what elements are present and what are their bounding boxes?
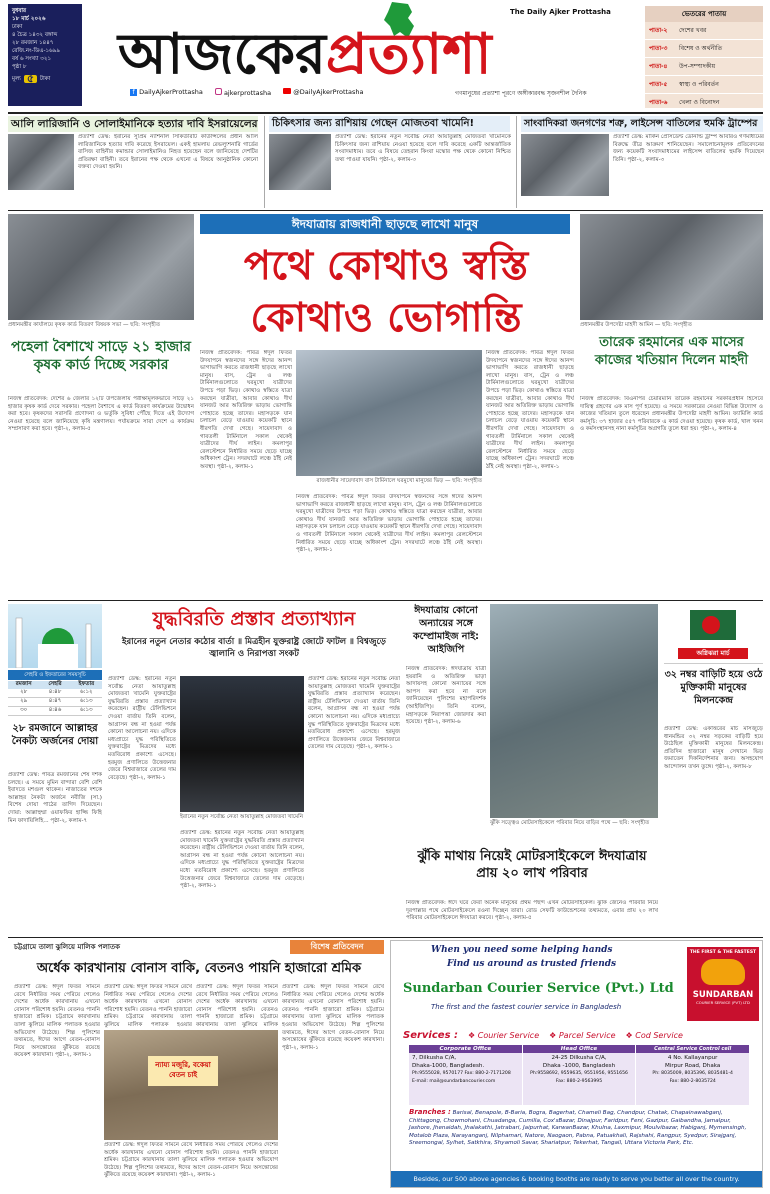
lead-body-continued: নিজস্ব প্রতিবেদক: পবিত্র ঈদুল ফিতর উদযাপনে স্বজনদের সঙ্গে ঈদের আনন্দ ভাগাভাগি করতে রাজধানী ছাড়ছে লাখো মানুষ। বাস, ট্রেন ও লঞ্চ টার্মিনালগুলোতে ঘরমুখো যাত্রীদের উপচে পড়া ভিড়। কোথাও স্বস্তিতে যাত্রা করছেন যাত্রীরা, আবার কোথাও দীর্ঘ যানজট আর অতিরিক্ত ভাড়ায় ভোগান্তি পোহাতে হচ্ছে তাদের। মহাসড়কে যান চলাচল বেড়ে যাওয়ায় কয়েকটি স্থানে ধীরগতি দেখা গেছে। সায়েদাবাদ ও গাবতলী টার্মিনালে সকাল থেকেই যাত্রীদের দীর্ঘ লাইন। কমলাপুর রেলস্টেশনে নির্ধারিত সময়ে ছেড়ে যাচ্ছে অধিকাংশ ট্রেন। সদরঘাটে লঞ্চে ঠাঁই নেই অবস্থা। পৃষ্ঠা-২, কলাম-১ bbox=[296, 494, 482, 554]
index-item[interactable]: পাতা-৬ খেলা ও বিনোদন bbox=[645, 94, 763, 112]
section-rule bbox=[8, 210, 763, 211]
facebook-icon: f bbox=[130, 89, 137, 96]
timetable-cell: ৪:৪৮ bbox=[48, 689, 62, 695]
ceasefire-photo bbox=[180, 676, 304, 812]
ad-line1: When you need some helping hands bbox=[431, 945, 613, 955]
index-item[interactable]: পাতা-৫ স্বাস্থ্য ও পরিবর্তন bbox=[645, 76, 763, 94]
service-item: ❖ Courier Service bbox=[468, 1030, 540, 1040]
price-badge bbox=[12, 72, 78, 85]
factory-body-column: প্রত্যাশা ডেস্ক: ঈদুল ফিতর সামনে রেখে নির্ধারিত সময় পেরিয়ে গেলেও দেশের অর্ধেক কারখানায় এখনো বোনাস পরিশোধ হয়নি। বেতনও পাননি হাজারো শ্রমিক। চট্টগ্রামে কারখানায় তালা ঝুলিয়ে মালিক bbox=[196, 984, 278, 1028]
branches bbox=[409, 1109, 749, 1165]
ceasefire-subhead: ইরানের নতুন নেতার কঠোর বার্তা ॥ মিত্রহীন যুক্তরাষ্ট্র জোটে ফাটল ॥ বিশ্বজুড়ে জ্বালানি ও নিরাপত্তা সংকট bbox=[122, 637, 386, 659]
story-photo bbox=[269, 134, 331, 190]
newspaper-title bbox=[118, 18, 638, 90]
service-item: ❖ Parcel Service bbox=[549, 1030, 616, 1040]
top-story[interactable] bbox=[516, 116, 763, 208]
title-part2: প্রত্যাশা bbox=[325, 21, 492, 87]
instagram-icon bbox=[215, 88, 222, 95]
logo-top: THE FIRST & THE FASTEST bbox=[689, 950, 757, 955]
march-badge bbox=[664, 604, 763, 664]
timetable-caption: সেহরি ও ইফতারের সময়সূচি bbox=[8, 670, 102, 680]
march-headline[interactable]: ৩২ নম্বর বাড়িটি হয়ে ওঠে মুক্তিকামী মানুষের মিলনকেন্দ্র bbox=[664, 669, 763, 706]
branches-list: Barisal, Benapole, B-Baria, Bogra, Bagerhat, Chameli Bag, Chandpur, Chatak, Chapainawabganj, Chittagong, Chowmohani, Chuadanga, Cumilla, Cox'sBazar, Dinajpur, Faridpur, Feni, Gazipur, Gaibandha, Jamalpur, Jashore, Jhenaidah, Jhalakathi, Jatrabari, Jaipurhat, KarwanBazar, Khulna, Laxmipur, Moulvibazar, Habiganj, Mymensingh, Motalob Plaza, Narayanganj, Nilphamari, Natore, Naogaon, Pabna, Patuakhali, Rajshahi, Rangpur, Syedpur, Sirajganj, Sreemongal, Sylhet, Satkhira, Shyamoli Savar, Shariatpur, Tekerhat, Tangail, Uttara Victoria Park, Etc. bbox=[409, 1110, 747, 1147]
masthead bbox=[0, 0, 770, 112]
timetable-cell: ৪:৪৬ bbox=[48, 707, 62, 713]
lead-photo bbox=[296, 350, 482, 476]
date-line: রেজি.নং-ডিএ-১৬৯৯ bbox=[12, 48, 61, 54]
photo-caption: ইরানের নতুন সর্বোচ্চ নেতা আয়াতুল্লাহ মোজতবা খামেনি bbox=[180, 814, 304, 820]
date-line: ঢাকা bbox=[12, 24, 23, 30]
timetable-header: রমজান bbox=[15, 681, 32, 687]
photo-caption: রাজধানীর সায়েদাবাদ বাস টার্মিনালে ঘরমুখো মানুষের ভিড় — ছবি: সংগৃহীত bbox=[316, 478, 482, 484]
factory-label: বিশেষ প্রতিবেদন bbox=[290, 940, 384, 954]
story-headline: আলি লারিজানি ও সোলাইমানিকে হত্যার দাবি ইসরায়েলের bbox=[8, 116, 258, 132]
offices-table bbox=[409, 1045, 749, 1105]
index-item[interactable]: পাতা-৩ বিশেষ ও অর্থনীতি bbox=[645, 40, 763, 58]
facebook-link[interactable]: f DailyAjkerProttasha bbox=[130, 88, 203, 96]
index-item[interactable]: পাতা-২ দেশের খবর bbox=[645, 22, 763, 40]
date-line: পৃষ্ঠা ৮ bbox=[12, 64, 27, 70]
krishak-photo bbox=[8, 214, 194, 320]
photo-caption: প্রধানমন্ত্রীর উপদেষ্টা মাহদী আমিন — ছবি: সংগৃহীত bbox=[580, 322, 692, 328]
title-part1: আজকের bbox=[118, 21, 326, 87]
sundarban-logo bbox=[687, 947, 759, 1021]
lead-headline-line1: পথে কোথাও স্বস্তি bbox=[243, 242, 529, 289]
story-photo bbox=[8, 134, 74, 190]
photo-caption: ঝুঁকি সত্ত্বেও মোটরসাইকেলে পরিবার নিয়ে বাড়ির পথে — ছবি: সংগৃহীত bbox=[490, 820, 650, 826]
sundarban-ad[interactable] bbox=[390, 940, 763, 1188]
services-row bbox=[403, 1027, 759, 1043]
sidebar-ramadan bbox=[8, 604, 102, 934]
story-body: প্রত্যাশা ডেস্ক: মার্কিন প্রেসিডেন্ট ডোনাল্ড ট্রাম্প আবারও গণমাধ্যমের বিরুদ্ধে তীব্র আক্রমণ শানিয়েছেন। সমালোচনামূলক প্রতিবেদনের জন্য কয়েকটি সংবাদমাধ্যমের লাইসেন্স বাতিলের হুমকি দিয়েছেন তিনি। পৃষ্ঠা-২, কলাম-৩ bbox=[613, 134, 764, 163]
office-column: Corporate Office 7, Dilkusha C/A, Dhaka-1000, Bangladesh. Ph:9555028, 9570177 Fax: 880-2-7171208 E-mail: mail@sundarbancourier.com bbox=[409, 1045, 523, 1105]
factory-headline[interactable]: অর্ধেক কারখানায় বোনাস বাকি, বেতনও পায়নি হাজারো শ্রমিক bbox=[36, 961, 362, 976]
tarek-body: নিজস্ব প্রতিবেদক: বিএনপির চেয়ারম্যান তারেক রহমানের সরকারপ্রধান হিসেবে দায়িত্ব গ্রহণের এক মাস পূর্ণ হয়েছে। এ সময়ে সরকারের নেওয়া বিভিন্ন উদ্যোগ ও কাজের খতিয়ান তুলে ধরেছেন প্রধানমন্ত্রীর উপদেষ্টা মাহদী আমিন। ফ্যামিলি কার্ড কর্মসূচি: ৩৭ হাজার ৫৫৭ পরিবারকে এ কার্ড দেওয়া হয়েছে। কৃষক কার্ড, খাল খনন ও কর্মসংস্থানসহ নানা কর্মসূচির অগ্রগতি তুলে ধরা হয়। পৃষ্ঠা-২, কলাম-৪ bbox=[580, 396, 763, 433]
tagline: গণমানুষের প্রত্যাশা পূরণে অঙ্গীকারবদ্ধ সৃজনশীল দৈনিক bbox=[455, 90, 587, 97]
office-title: Corporate Office bbox=[409, 1045, 522, 1053]
lead-body-column: নিজস্ব প্রতিবেদক: পবিত্র ঈদুল ফিতর উদযাপনে স্বজনদের সঙ্গে ঈদের আনন্দ ভাগাভাগি করতে রাজধানী ছাড়ছে লাখো মানুষ। বাস, ট্রেন ও লঞ্চ টার্মিনালগুলোতে ঘরমুখো যাত্রীদের উপচে পড়া ভিড়। কোথাও স্বস্তিতে যাত্রা করছেন যাত্রীরা, আবার কোথাও দীর্ঘ যানজট আর অতিরিক্ত ভাড়ায় ভোগান্তি পোহাতে হচ্ছে তাদের। মহাসড়কে যান চলাচল বেড়ে যাওয়ায় কয়েকটি স্থানে ধীরগতি দেখা গেছে। সায়েদাবাদ ও গাবতলী টার্মিনালে সকাল থেকেই যাত্রীদের দীর্ঘ লাইন। কমলাপুর রেলস্টেশনে নির্ধারিত সময়ে ছেড়ে যাচ্ছে অধিকাংশ ট্রেন। সদরঘাটে লঞ্চে ঠাঁই নেই অবস্থা। পৃষ্ঠা-২, কলাম-১ bbox=[486, 350, 574, 470]
price-value: ৫ bbox=[24, 75, 37, 83]
ceasefire-body: প্রত্যাশা ডেস্ক: ইরানের নতুন সর্বোচ্চ নেতা আয়াতুল্লাহ মোজতবা খামেনি যুক্তরাষ্ট্রের যুদ্ধবিরতি প্রস্তাব প্রত্যাখ্যান করেছেন। রাষ্ট্রীয় টেলিভিশনে দেওয়া বার্তায় তিনি বলেন, আগ্রাসন বন্ধ না হওয়া পর্যন্ত কোনো আলোচনা নয়। এদিকে মধ্যপ্রাচ্যে যুদ্ধ পরিস্থিতিতে যুক্তরাষ্ট্রের মিত্রদের মধ্যে মতবিরোধ প্রকাশ্যে এসেছে। হরমুজ প্রণালিতে উত্তেজনার জেরে বিশ্ববাজারে তেলের দাম বেড়েছে। পৃষ্ঠা-২, কলাম-১ bbox=[108, 676, 176, 781]
tiger-icon bbox=[701, 959, 745, 985]
index-title: ভেতরের পাতায় bbox=[645, 6, 763, 22]
timetable-cell: ২৮ bbox=[20, 689, 28, 695]
mosque-illustration bbox=[8, 604, 102, 668]
motorcycle-photo bbox=[490, 604, 658, 818]
youtube-link[interactable]: @DailyAjkerProttasha bbox=[283, 88, 363, 96]
timetable bbox=[8, 681, 102, 716]
ceasefire-headline[interactable]: যুদ্ধবিরতি প্রস্তাব প্রত্যাখ্যান bbox=[152, 608, 356, 630]
timetable-header: ইফতার bbox=[78, 681, 95, 687]
timetable-cell: ৬:১৩ bbox=[80, 698, 93, 704]
factory-body-column: প্রত্যাশা ডেস্ক: ঈদুল ফিতর সামনে রেখে নির্ধারিত সময় পেরিয়ে গেলেও দেশের অর্ধেক কারখানায় এখনো বোনাস পরিশোধ হয়নি। বেতনও পাননি হাজারো শ্রমিক। চট্টগ্রামে কারখানায় তালা ঝুলিয়ে মালিক পলাতক হওয়ার অভিযোগ উঠেছে। শিল্প পুলিশের তথ্যমতে, ঈদের আগে বেতন-বোনাস নিয়ে অসন্তোষের ঝুঁকিতে রয়েছে কয়েকশ কারখানা। পৃষ্ঠা-২, কলাম-১ bbox=[282, 984, 384, 1051]
story-body: প্রত্যাশা ডেস্ক: ইরানের সুপ্রিম ন্যাশনাল সিকিউরিটি কাউন্সিলের প্রধান আলি লারিজানিকে হত্যার দাবি করেছে ইসরায়েল। একই হামলায় রেভল্যুশনারি গার্ডের বাসিজ বাহিনীর কমান্ডার সোলাইমানিও নিহত হয়েছেন বলে জানিয়েছে দেশটির প্রতিরক্ষা বাহিনী। তবে ইরানের পক্ষ থেকে এখনো এ বিষয়ে আনুষ্ঠানিক কোনো বক্তব্য দেওয়া হয়নি। bbox=[78, 134, 258, 171]
top-story[interactable] bbox=[264, 116, 510, 208]
krishak-body: নিজস্ব প্রতিবেদক: দেশের ৬ জেলার ১২টি উপজেলায় পরীক্ষামূলকভাবে সাড়ে ২১ হাজার কৃষক কার্ড দেবে সরকার। পহেলা বৈশাখে এ কার্ড বিতরণ কার্যক্রমের উদ্বোধন করা হবে। কৃষকদের সরাসরি প্রণোদনা ও ভর্তুকি সুবিধা পৌঁছে দিতে এই উদ্যোগ নেওয়া হয়েছে বলে জানিয়েছে কৃষি মন্ত্রণালয়। পর্যায়ক্রমে সারা দেশে এ কার্যক্রম সম্প্রসারণ করা হবে। পৃষ্ঠা-২, কলাম-৫ bbox=[8, 396, 194, 433]
social-links bbox=[130, 86, 430, 98]
ceasefire-body-continued: প্রত্যাশা ডেস্ক: ইরানের নতুন সর্বোচ্চ নেতা আয়াতুল্লাহ মোজতবা খামেনি যুক্তরাষ্ট্রের যুদ্ধবিরতি প্রস্তাব প্রত্যাখ্যান করেছেন। রাষ্ট্রীয় টেলিভিশনে দেওয়া বার্তায় তিনি বলেন, আগ্রাসন বন্ধ না হওয়া পর্যন্ত কোনো আলোচনা নয়। এদিকে মধ্যপ্রাচ্যে যুদ্ধ পরিস্থিতিতে যুক্তরাষ্ট্রের মিত্রদের মধ্যে মতবিরোধ প্রকাশ্যে এসেছে। হরমুজ প্রণালিতে উত্তেজনার জেরে বিশ্ববাজারে তেলের দাম বেড়েছে। পৃষ্ঠা-২, কলাম-১ bbox=[180, 830, 304, 890]
story-headline: সাংবাদিকরা জনগণের শত্রু, লাইসেন্স বাতিলের হুমকি ট্রাম্পের bbox=[521, 116, 763, 132]
english-name: The Daily Ajker Prottasha bbox=[510, 8, 611, 16]
story-headline: চিকিৎসার জন্য রাশিয়ায় গেছেন মোজতবা খামেনি! bbox=[269, 116, 510, 132]
ad-line2: Find us around as trusted friends bbox=[447, 959, 617, 969]
photo-caption: প্রধানমন্ত্রীর কার্যালয়ে কৃষক কার্ড বিতরণ বিষয়ক সভা — ছবি: সংগৃহীত bbox=[8, 322, 160, 328]
factory-body: প্রত্যাশা ডেস্ক: ঈদুল ফিতর সামনে রেখে নির্ধারিত সময় পেরিয়ে গেলেও দেশের অর্ধেক কারখানায় এখনো বোনাস পরিশোধ হয়নি। বেতনও পাননি হাজারো শ্রমিক। চট্টগ্রামে কারখানায় তালা ঝুলিয়ে মালিক পলাতক হওয়ার অভিযোগ উঠেছে। শিল্প পুলিশের তথ্যমতে, ঈদের আগে বেতন-বোনাস নিয়ে অসন্তোষের ঝুঁকিতে রয়েছে কয়েকশ কারখানা। পৃষ্ঠা-২, কলাম-১ bbox=[14, 984, 100, 1059]
motorcycle-headline[interactable]: ঝুঁকি মাথায় নিয়েই মোটরসাইকেলে ঈদযাত্রায় প্রায় ২০ লাখ পরিবার bbox=[417, 849, 647, 881]
office-title: Central Service Control cell bbox=[636, 1045, 749, 1053]
office-column: Head Office 24-25 Dilkusha C/A, Dhaka -1000, Bangladesh Ph:9558692, 9559635, 9551956, 9551656 Fax: 880-2-9563995 bbox=[523, 1045, 637, 1105]
office-column: Central Service Control cell 4 No. Kallayanpur Mirpur Road, Dhaka Ph: 8035009, 8035396, 8035481-4 Fax: 880-2-8035724 bbox=[636, 1045, 749, 1105]
factory-kicker: চট্টগ্রামে তালা ঝুলিয়ে মালিক পলাতক bbox=[14, 943, 121, 951]
timetable-cell: ৬:১২ bbox=[80, 689, 93, 695]
lead-headline-line2: কোথাও ভোগান্তি bbox=[250, 294, 522, 341]
factory-body-continued: প্রত্যাশা ডেস্ক: ঈদুল ফিতর সামনে রেখে নির্ধারিত সময় পেরিয়ে গেলেও দেশের অর্ধেক কারখানায় এখনো বোনাস পরিশোধ হয়নি। বেতনও পাননি হাজারো শ্রমিক। চট্টগ্রামে কারখানায় তালা ঝুলিয়ে মালিক পলাতক হওয়ার অভিযোগ উঠেছে। শিল্প পুলিশের তথ্যমতে, ঈদের আগে বেতন-বোনাস নিয়ে অসন্তোষের ঝুঁকিতে রয়েছে কয়েকশ কারখানা। পৃষ্ঠা-২, কলাম-১ bbox=[104, 1142, 278, 1179]
timetable-cell: ৬:১৩ bbox=[80, 707, 93, 713]
timetable-header: সেহরি bbox=[48, 681, 62, 687]
march-badge-label: অগ্নিঝরা মার্চ bbox=[678, 648, 748, 659]
date-line: ২৮ রমজান ১৪৪৭ bbox=[12, 40, 54, 46]
tarek-photo bbox=[580, 214, 763, 320]
price-unit: টাকা bbox=[40, 76, 51, 82]
lead-headline bbox=[196, 240, 576, 346]
logo-name: SUNDARBAN bbox=[692, 990, 754, 1000]
igp-body: নিজস্ব প্রতিবেদক: ঈদযাত্রায় যাত্রী হয়রানি ও অতিরিক্ত ভাড়া আদায়সহ কোনো অন্যায়ের সঙ্গে আপস করা হবে না বলে জানিয়েছেন পুলিশের মহাপরিদর্শক (আইজিপি)। তিনি বলেন, মহাসড়কে নিরাপত্তা জোরদার করা হয়েছে। পৃষ্ঠা-২, কলাম-৬ bbox=[406, 666, 486, 726]
march-body: প্রত্যাশা ডেস্ক: একাত্তরের মার্চ মাসজুড়ে ধানমন্ডির ৩২ নম্বর সড়কের বাড়িটি হয়ে উঠেছিল মুক্তিকামী মানুষের মিলনকেন্দ্র। প্রতিদিন হাজারো মানুষ সেখানে ভিড় জমাতেন দিকনির্দেশনার জন্য। অসহযোগ আন্দোলন তখন তুঙ্গে। পৃষ্ঠা-২, কলাম-৮ bbox=[664, 726, 763, 770]
price-label: মূল্য bbox=[12, 76, 21, 82]
date-line: বুধবার bbox=[12, 8, 27, 14]
date-line: ৪ চৈত্র ১৪৩২ বঙ্গাব্দ bbox=[12, 32, 58, 38]
youtube-icon bbox=[283, 88, 291, 94]
factory-body-column: প্রত্যাশা ডেস্ক: ঈদুল ফিতর সামনে রেখে নির্ধারিত সময় পেরিয়ে গেলেও দেশের অর্ধেক কারখানায় এখনো বোনাস পরিশোধ হয়নি। বেতনও পাননি হাজারো শ্রমিক। চট্টগ্রামে কারখানায় তালা ঝুলিয়ে মালিক পলাতক হওয়ার bbox=[104, 984, 192, 1028]
section-rule bbox=[8, 937, 763, 938]
ad-footer: Besides, our 500 above agencies & booking booths are ready to serve you better all over the country. bbox=[391, 1171, 762, 1187]
index-box bbox=[645, 6, 763, 108]
ad-company: Sundarban Courier Service (Pvt.) Ltd bbox=[403, 981, 674, 996]
lead-kicker: ঈদযাত্রায় রাজধানী ছাড়ছে লাখো মানুষ bbox=[200, 214, 570, 234]
tarek-headline[interactable]: তারেক রহমানের এক মাসের কাজের খতিয়ান দিলেন মাহদী bbox=[594, 335, 749, 368]
igp-headline[interactable]: ঈদযাত্রায় কোনো অন্যায়ের সঙ্গে কম্প্রোমাইজ নাই: আইজিপি bbox=[413, 605, 479, 655]
section-rule bbox=[8, 600, 763, 601]
instagram-link[interactable]: ajkerprottasha bbox=[215, 88, 271, 97]
timetable-cell: ৩০ bbox=[20, 707, 28, 713]
story-body: প্রত্যাশা ডেস্ক: ইরানের নতুন সর্বোচ্চ নেতা আয়াতুল্লাহ মোজতবা খামেনিকে চিকিৎসার জন্য রাশিয়ায় নেওয়া হয়েছে বলে দাবি করেছে একটি আন্তর্জাতিক সংবাদমাধ্যম। তবে এ বিষয়ে তেহরান কিংবা মস্কোর পক্ষ থেকে কোনো নিশ্চিত তথ্য পাওয়া যায়নি। পৃষ্ঠা-২, কলাম-৩ bbox=[335, 134, 511, 163]
factory-photo bbox=[104, 1030, 278, 1140]
date-line: ১৮ মার্চ ২০২৬ bbox=[12, 16, 46, 22]
masthead-rule bbox=[8, 112, 763, 114]
ramadan-headline[interactable]: ২৮ রমজানে আল্লাহর নৈকট্য অর্জনের দোয়া bbox=[11, 723, 99, 747]
story-photo bbox=[521, 134, 609, 196]
protest-placard: ন্যায্য মজুরি, বকেয়া বেতন চাই bbox=[148, 1056, 218, 1086]
top-story[interactable] bbox=[8, 116, 258, 208]
ceasefire-body-column: প্রত্যাশা ডেস্ক: ইরানের নতুন সর্বোচ্চ নেতা আয়াতুল্লাহ মোজতবা খামেনি যুক্তরাষ্ট্রের যুদ্ধবিরতি প্রস্তাব প্রত্যাখ্যান করেছেন। রাষ্ট্রীয় টেলিভিশনে দেওয়া বার্তায় তিনি বলেন, আগ্রাসন বন্ধ না হওয়া পর্যন্ত কোনো আলোচনা নয়। এদিকে মধ্যপ্রাচ্যে যুদ্ধ পরিস্থিতিতে যুক্তরাষ্ট্রের মিত্রদের মধ্যে মতবিরোধ প্রকাশ্যে এসেছে। হরমুজ প্রণালিতে উত্তেজনার জেরে বিশ্ববাজারে তেলের দাম বেড়েছে। পৃষ্ঠা-২, কলাম-১ bbox=[308, 676, 400, 751]
timetable-cell: ৪:৪৭ bbox=[48, 698, 62, 704]
lead-body-column: নিজস্ব প্রতিবেদক: পবিত্র ঈদুল ফিতর উদযাপনে স্বজনদের সঙ্গে ঈদের আনন্দ ভাগাভাগি করতে রাজধানী ছাড়ছে লাখো মানুষ। বাস, ট্রেন ও লঞ্চ টার্মিনালগুলোতে ঘরমুখো যাত্রীদের উপচে পড়া ভিড়। কোথাও স্বস্তিতে যাত্রা করছেন যাত্রীরা, আবার কোথাও দীর্ঘ যানজট আর অতিরিক্ত ভাড়ায় ভোগান্তি পোহাতে হচ্ছে তাদের। মহাসড়কে যান চলাচল বেড়ে যাওয়ায় কয়েকটি স্থানে ধীরগতি দেখা গেছে। সায়েদাবাদ ও গাবতলী টার্মিনালে সকাল থেকেই যাত্রীদের দীর্ঘ লাইন। কমলাপুর রেলস্টেশনে নির্ধারিত সময়ে ছেড়ে যাচ্ছে অধিকাংশ ট্রেন। সদরঘাটে লঞ্চে ঠাঁই নেই অবস্থা। পৃষ্ঠা-২, কলাম-১ bbox=[200, 350, 292, 470]
ramadan-body: প্রত্যাশা ডেস্ক: পবিত্র রমজানের শেষ দশক চলছে। এ সময়ে মুমিন বান্দারা বেশি বেশি ইবাদতে মশগুল থাকেন। নাজাতের দশকে আল্লাহর নৈকট্য অর্জনে নবীজি (সা.) বিশেষ দোয়া পাঠের তাগিদ দিয়েছেন। দোয়া: আল্লাহুম্মা ওয়াফফির হাজ্জি ফিহি মিন ফাদায়িলিহি... পৃষ্ঠা-২, কলাম-৭ bbox=[8, 772, 102, 824]
office-title: Head Office bbox=[523, 1045, 636, 1053]
index-item[interactable]: পাতা-৪ উপ-সম্পাদকীয় bbox=[645, 58, 763, 76]
timetable-cell: ২৯ bbox=[20, 698, 28, 704]
branches-label: Branches : bbox=[409, 1108, 451, 1116]
logo-sub: COURIER SERVICE (PVT) LTD bbox=[696, 1000, 750, 1005]
services-label: Services : bbox=[403, 1029, 459, 1041]
ad-tagline: The first and the fastest courier service in Bangladesh bbox=[431, 1003, 622, 1011]
service-item: ❖ Cod Service bbox=[625, 1030, 683, 1040]
date-box bbox=[8, 4, 82, 106]
date-line: বর্ষ ৬ সংখ্যা ৩২১ bbox=[12, 56, 52, 62]
motorcycle-body: নিজস্ব প্রতিবেদক: ঈদে ঘরে ফেরা অনেক মানুষের প্রথম পছন্দ এখন মোটরসাইকেল। ঝুঁকি জেনেও পরিবার নিয়ে দূরপাল্লার পথে মোটরসাইকেলে রওনা দিচ্ছেন তারা। রোড সেফটি ফাউন্ডেশনের তথ্যমতে, এবার প্রায় ২০ লাখ পরিবার মোটরসাইকেলে ঈদযাত্রা করবে। পৃষ্ঠা-২, কলাম-৫ bbox=[406, 900, 658, 922]
krishak-headline[interactable]: পহেলা বৈশাখে সাড়ে ২১ হাজার কৃষক কার্ড দিচ্ছে সরকার bbox=[11, 339, 191, 373]
